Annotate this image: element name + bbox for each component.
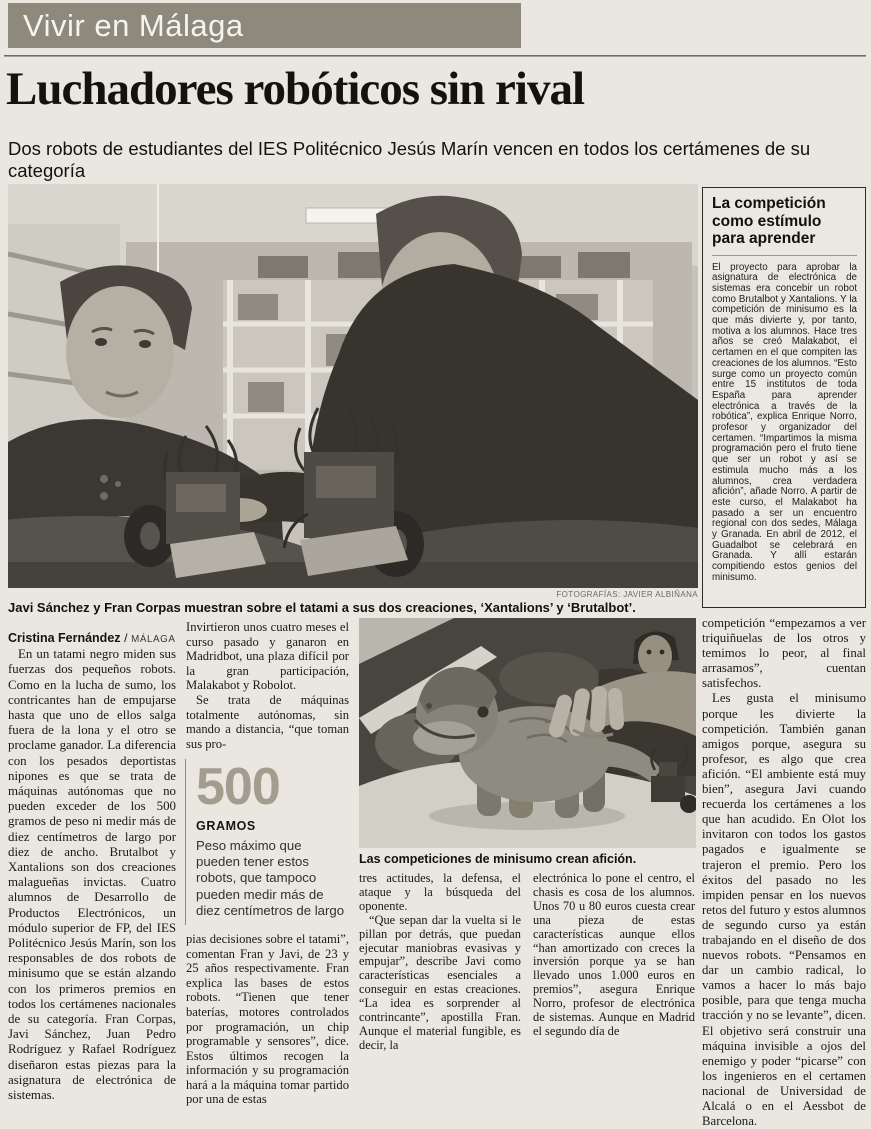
secondary-photo-illustration [359,618,696,848]
stat-description: Peso máximo que pueden tener estos robots, que tampoco pueden medir más de diez centímetros de largo [196,837,345,918]
page-headline: Luchadores robóticos sin rival [6,63,585,115]
main-photo-illustration [8,184,698,588]
secondary-photo-caption: Las competiciones de minisumo crean afición. [359,852,637,866]
article-column-2 [186,620,349,1107]
byline [8,630,176,647]
article-column-5 [702,616,866,1129]
sidebar-title: La competición como estímulo para aprender [712,195,826,247]
article-paragraph: En un tatami negro miden sus fuerzas dos pequeños robots. Como en la lucha de sumo, los contricantes han de empujarse hasta que uno de ellos salga fuera de la lona y el otro se proclame ganador. La diferencia con los pesados deportistas nipones es que se trata de máquinas autónomas que no pueden exceder de los 500 gramos de peso ni medir más de diez centímetros de largo por diez de ancho. Brutalbot y Xantalions son dos creaciones malagueñas invictas. Cuatro alumnos de Desarrollo de Productos Electrónicos, un módulo superior de FP, del IES Politécnico Jesús Marín, son los responsables de dos robots de minisumo que se están alzando con los primeros premios en todos los certámenes nacionales de su categoría. Fran Corpas, Javi Sánchez, Juan Pedro Rodríguez y Rafael Rodríguez diseñaron estas piezas para la asignatura de electrónica de sistemas. [8,647,176,1103]
secondary-photo [359,618,696,848]
article-paragraph: pias decisiones sobre el tatami”, comentan Fran y Javi, de 23 y 25 años respectivamente. Fran explica las bases de estos robots. “Tienen que tener baterías, motores controlados por programación, un chip programable y sensores”, dice. Estos últimos recogen la información y su programación hará a la máquina tomar partido por una de estas [186,931,349,1107]
article-column-4 [533,872,695,1039]
subheadline: Dos robots de estudiantes del IES Politécnico Jesús Marín vencen en todos los certámenes de su categoría [8,138,811,181]
byline-place: MÁLAGA [131,634,176,645]
article-column-3 [359,872,521,1053]
photo-credit: FOTOGRAFÍAS: JAVIER ALBIÑANA [556,590,698,599]
main-photo [8,184,698,588]
header-rule [4,55,866,57]
sidebar-divider [712,255,857,256]
article-column-1 [8,630,176,1103]
article-paragraph: Invirtieron unos cuatro meses el curso pasado y ganaron en Madridbot, una plaza difícil por la gran participación, Malakabot y Robolot. [186,620,349,693]
article-paragraph: Se trata de máquinas totalmente autónomas, sin mando a distancia, “que toman sus pro- [186,692,349,751]
article-paragraph: tres actitudes, la defensa, el ataque y la búsqueda del oponente. [359,871,521,913]
secondary-photo-block [359,618,696,866]
main-photo-caption: Javi Sánchez y Fran Corpas muestran sobre el tatami a sus dos creaciones, ‘Xantalions’ y ‘Brutalbot’. [8,600,636,615]
article-paragraph: Les gusta el minisumo porque les divierte la competición. También ganan amigos porque, asegura su profesor, es algo que crea afición. “El ambiente está muy bien”, asegura Javi cuando recuerda los certámenes a los que han acudido. En Olot los invitaron con todos los gastos pagados e igualmente se trajeron el premio. Pero los éxitos del pasado no les impiden pensar en los nuevos retos del futuro y estos alumnos de segundo curso ya están trabajando en el diseño de dos nuevos robots. “Pensamos en dar un cambio radical, lo vamos a hacer lo más bajo posible, para que tenga mucha tracción y no se levante”, dicen. El objetivo será construir una máquina invisible a ojos del enemigo y poder “picarse” con los ingenieros en el certamen nacional de Universidad de Alcalá o en el Aessbot de Barcelona. [702,691,866,1129]
article-paragraph: electrónica lo pone el centro, el chasis es cosa de los alumnos. Unos 70 u 80 euros cuesta crear una pieza de estas características aunque ellos “han amortizado con creces la inversión porque ya se han llevado unos 1.000 euros en premios”, asegura Enrique Norro, profesor de electrónica de sistemas. Aunque en Madrid el segundo día de [533,871,695,1038]
section-kicker: Vivir en Málaga [8,3,521,48]
stat-value: 500 [196,758,280,817]
stat-box [185,759,349,925]
article-paragraph: competición “empezamos a ver triquiñuelas de los otros y temimos lo peor, al final arrasamos”, cuentan satisfechos. [702,616,866,691]
article-paragraph: “Que sepan dar la vuelta si le pillan por detrás, que puedan ejecutar maniobras evasivas y empujar”, describe Javi como características esenciales a conseguir en estas creaciones. “La idea es sorprender al contrincante”, apostilla Fran. Aunque el material fungible, es decir, la [359,912,521,1052]
byline-author: Cristina Fernández [8,631,121,645]
stat-unit: GRAMOS [196,819,256,834]
sidebar-box [702,187,866,608]
byline-separator: / [124,631,128,645]
sidebar-body: El proyecto para aprobar la asignatura de electrónica de sistemas era concebir un robot como Brutalbot y Xantalions. Y la competición de minisumo es la que más divierte y, por tanto, motiva a los alumnos. Hace tres años se creó Malakabot, el certamen en el que compiten las creaciones de los alumnos. “Esto surge como un proyecto común entre 15 institutos de toda España para aprender electrónica a través de la robótica”, explica Enrique Norro, profesor y organizador del certamen. “Impartimos la misma programación pero el fruto tiene que ser un robot y así se estimula mucho más a los alumnos, crea verdadera afición”, añade Norro. A partir de este curso, el Malakabot ha pasado a ser un encuentro regional con dos sedes, Málaga y Granada. En abril de 2012, el Guadalbot se celebrará en Granada. Y allí estarán compitiendo estos genios del minisumo. [712,261,857,583]
